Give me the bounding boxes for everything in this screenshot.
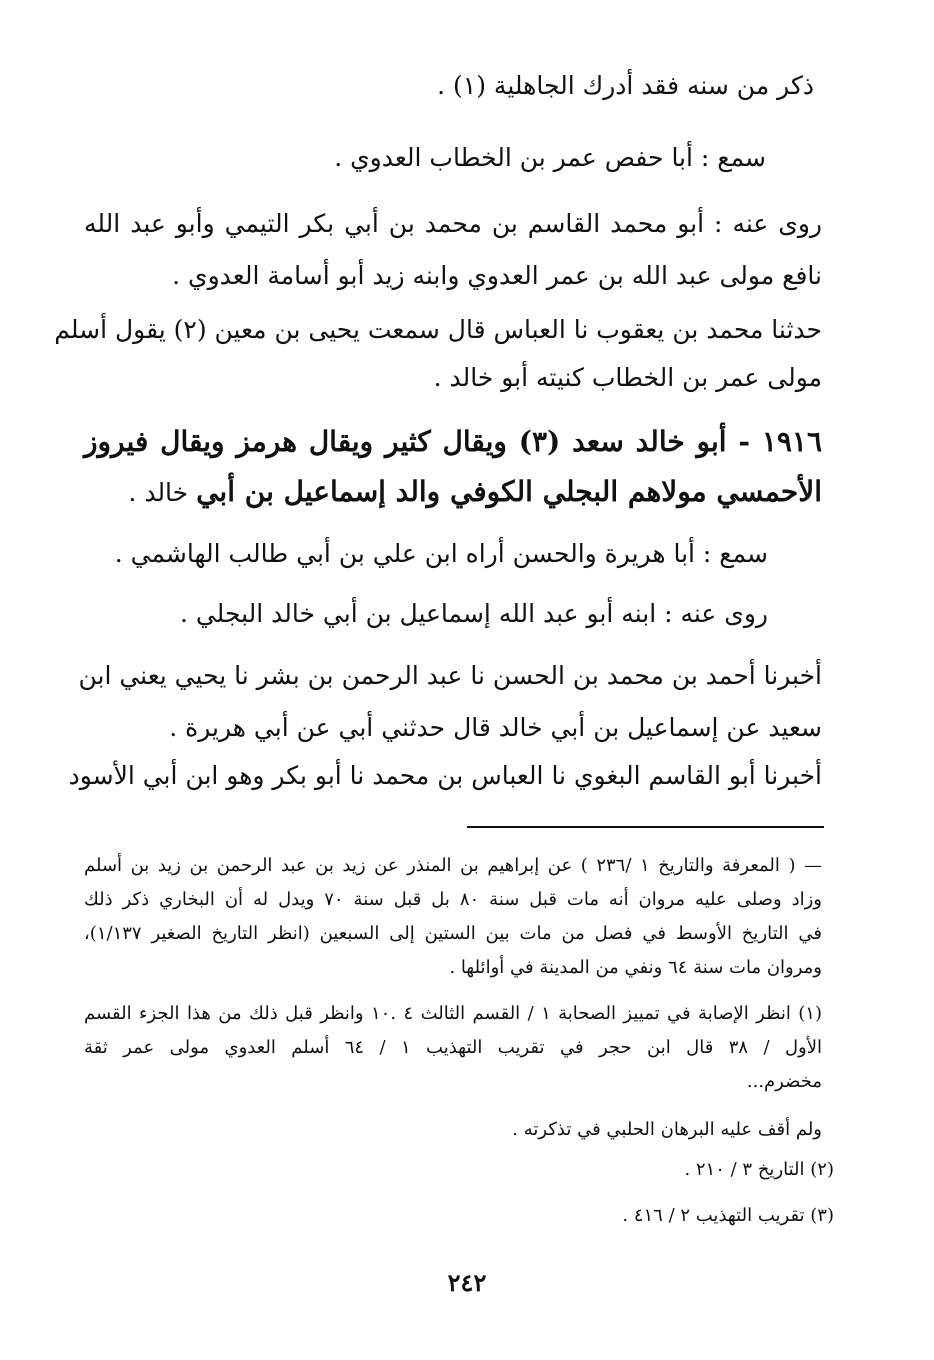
text-line: روى عنه : أبو محمد القاسم بن محمد بن أبي بكر التيمي وأبو عبد الله bbox=[84, 209, 822, 238]
entry-heading-bold: الأحمسي مولاهم البجلي الكوفي والد إسماعيل بن أبي bbox=[196, 475, 822, 508]
text-line: روى عنه : ابنه أبو عبد الله إسماعيل بن أبي خالد البجلي . bbox=[179, 599, 768, 628]
text-line: سمع : أبا هريرة والحسن أراه ابن علي بن أبي طالب الهاشمي . bbox=[114, 539, 768, 568]
footnote-2: (٢) التاريخ ٣ / ٢١٠ . bbox=[684, 1159, 834, 1180]
footnote-line: ولم أقف عليه البرهان الحلبي في تذكرته . bbox=[512, 1119, 822, 1140]
footnote-1: (١) انظر الإصابة في تمييز الصحابة ١ / القسم الثالث ٤ .١٠ وانظر قبل ذلك من هذا الجزء القسم bbox=[84, 1003, 822, 1024]
footnote-line: الأول / ٣٨ قال ابن حجر في تقريب التهذيب ١ / ٦٤ أسلم العدوي مولى عمر ثقة bbox=[84, 1037, 822, 1058]
footnote-line: مخضرم... bbox=[746, 1071, 822, 1092]
footnote-line: ومروان مات سنة ٦٤ ونفي من المدينة في أوائلها . bbox=[449, 957, 822, 978]
footnote-line: — ( المعرفة والتاريخ ١ /٢٣٦ ) عن إبراهيم بن المنذر عن زيد بن عبد الرحمن بن زيد بن أسلم bbox=[84, 855, 823, 876]
text-line: ذكر من سنه فقد أدرك الجاهلية (١) . bbox=[437, 71, 814, 100]
footnote-separator bbox=[467, 826, 824, 828]
entry-heading-tail: خالد . bbox=[128, 478, 189, 507]
text-line: سعيد عن إسماعيل بن أبي خالد قال حدثني أبي عن أبي هريرة . bbox=[169, 713, 822, 742]
page-number: ٢٤٢ bbox=[447, 1268, 487, 1297]
text-line: حدثنا محمد بن يعقوب نا العباس قال سمعت يحيى بن معين (٢) يقول أسلم bbox=[54, 315, 822, 344]
footnote-3: (٣) تقريب التهذيب ٢ / ٤١٦ . bbox=[622, 1205, 834, 1226]
entry-heading-continued bbox=[128, 474, 822, 510]
footnote-line: وزاد وصلى عليه مروان أنه مات قبل سنة ٨٠ بل قبل سنة ٧٠ ويدل له أن البخاري ذكر ذلك bbox=[84, 889, 822, 910]
entry-heading: ١٩١٦ - أبو خالد سعد (٣) ويقال كثير ويقال هرمز ويقال فيروز bbox=[84, 425, 822, 458]
text-line: نافع مولى عبد الله بن عمر العدوي وابنه زيد أبو أسامة العدوي . bbox=[172, 261, 822, 290]
text-line: سمع : أبا حفص عمر بن الخطاب العدوي . bbox=[334, 143, 766, 172]
footnote-line: في التاريخ الأوسط في فصل من مات بين الستين إلى السبعين (انظر التاريخ الصغير ١/١٣٧)، bbox=[84, 923, 822, 944]
text-line: مولى عمر بن الخطاب كنيته أبو خالد . bbox=[433, 363, 822, 392]
text-line: أخبرنا أبو القاسم البغوي نا العباس بن محمد نا أبو بكر وهو ابن أبي الأسود bbox=[68, 761, 822, 790]
text-line: أخبرنا أحمد بن محمد بن الحسن نا عبد الرحمن بن بشر نا يحيي يعني ابن bbox=[78, 661, 822, 690]
